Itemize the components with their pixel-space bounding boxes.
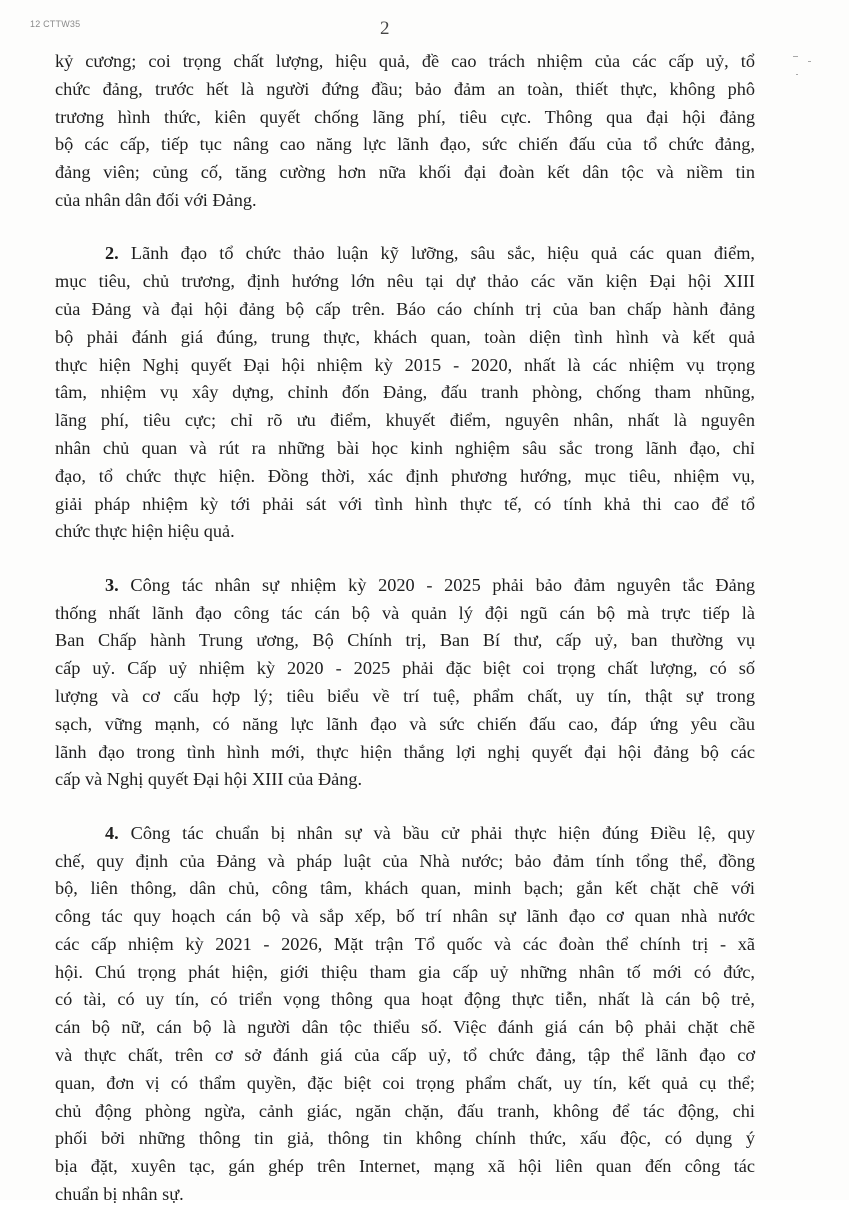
text-line: công tác quy hoạch cán bộ và sắp xếp, bố trí nhân sự lãnh đạo cơ quan nhà nước: [55, 906, 755, 927]
text-line: trương hình thức, kiên quyết chống lãng phí, tiêu cực. Thông qua đại hội đảng: [55, 106, 755, 127]
paragraph-1: [55, 48, 755, 215]
text-line: các cấp nhiệm kỳ 2021 - 2026, Mặt trận Tổ quốc và các đoàn thể chính trị - xã: [55, 933, 755, 954]
text-line: chế, quy định của Đảng và pháp luật của Nhà nước; bảo đảm tính tổng thể, đồng: [55, 850, 755, 871]
text-line: lãnh đạo trong tình hình mới, thực hiện thắng lợi nghị quyết đại hội đảng bộ các: [55, 741, 755, 762]
text-line: quan, đơn vị có thẩm quyền, đặc biệt coi trọng phẩm chất, uy tín, kết quả cụ thể;: [55, 1072, 755, 1093]
paragraph-lead-text: Công tác chuẩn bị nhân sự và bầu cử phải thực hiện đúng Điều lệ, quy: [118, 822, 755, 843]
text-line: thống nhất lãnh đạo công tác cán bộ và quản lý đội ngũ cán bộ mà trực tiếp là: [55, 602, 755, 623]
text-line: và thực chất, trên cơ sở đánh giá của cấp uỷ, tổ chức đảng, tập thể lãnh đạo cơ: [55, 1045, 755, 1066]
paragraph-2: [55, 240, 755, 546]
text-line: hội. Chú trọng phát hiện, giới thiệu tham gia cấp uỷ những nhân tố mới có đức,: [55, 961, 755, 982]
text-line: chuẩn bị nhân sự.: [55, 1184, 184, 1205]
text-line: [55, 572, 755, 600]
text-line: bộ phải đánh giá đúng, trung thực, khách quan, toàn diện tình hình và kết quả: [55, 326, 755, 347]
text-line: chức đảng, trước hết là người đứng đầu; bảo đảm an toàn, thiết thực, không phô: [55, 78, 755, 99]
text-line: [55, 240, 755, 268]
text-line: đảng viên; củng cố, tăng cường hơn nữa khối đại đoàn kết dân tộc và niềm tin: [55, 162, 755, 183]
text-line: bộ, liên thông, dân chủ, công tâm, khách quan, minh bạch; gắn kết chặt chẽ với: [55, 878, 755, 899]
text-line: thực hiện Nghị quyết Đại hội nhiệm kỳ 2015 - 2020, nhất là các nhiệm vụ trọng: [55, 354, 755, 375]
text-line: bộ các cấp, tiếp tục nâng cao năng lực lãnh đạo, sức chiến đấu của tổ chức đảng,: [55, 134, 755, 155]
text-line: đạo, tổ chức thực hiện. Đồng thời, xác định phương hướng, mục tiêu, nhiệm vụ,: [55, 465, 755, 486]
text-line: cấp và Nghị quyết Đại hội XIII của Đảng.: [55, 769, 363, 790]
page-number: 2: [380, 18, 390, 39]
text-line: của nhân dân đối với Đảng.: [55, 189, 257, 210]
text-line: mục tiêu, chủ trương, định hướng lớn nêu tại dự thảo các văn kiện Đại hội XIII: [55, 271, 755, 292]
text-line: nhân chủ quan và rút ra những bài học kinh nghiệm sâu sắc trong lãnh đạo, chỉ: [55, 437, 755, 458]
text-line: phối bởi những thông tin giả, thông tin không chính thức, xấu độc, có dụng ý: [55, 1128, 755, 1149]
text-line: có tài, có uy tín, có triển vọng thông qua hoạt động thực tiễn, nhất là cán bộ trẻ,: [55, 989, 755, 1010]
text-line: chức thực hiện hiệu quả.: [55, 521, 235, 542]
text-line: của Đảng và đại hội đảng bộ cấp trên. Báo cáo chính trị của ban chấp hành đảng: [55, 298, 755, 319]
text-line: [55, 820, 755, 848]
paragraph-lead-text: Công tác nhân sự nhiệm kỳ 2020 - 2025 phải bảo đảm nguyên tắc Đảng: [118, 574, 755, 595]
scan-mark: [793, 56, 798, 57]
paragraph-number: 4.: [105, 822, 119, 843]
paragraph-number: 2.: [105, 243, 119, 264]
text-line: chủ động phòng ngừa, cảnh giác, ngăn chặn, đấu tranh, không để tác động, chi: [55, 1100, 755, 1121]
text-line: cán bộ nữ, cán bộ là người dân tộc thiểu số. Việc đánh giá cán bộ phải chặt chẽ: [55, 1017, 755, 1038]
paragraph-3: [55, 572, 755, 794]
text-line: lãng phí, tiêu cực; chỉ rõ ưu điểm, khuyết điểm, nguyên nhân, nhất là nguyên: [55, 410, 755, 431]
paragraph-number: 3.: [105, 574, 119, 595]
text-line: cấp uỷ. Cấp uỷ nhiệm kỳ 2020 - 2025 phải đặc biệt coi trọng chất lượng, có số: [55, 658, 755, 679]
text-line: bịa đặt, xuyên tạc, gán ghép trên Internet, mạng xã hội liên quan đến công tác: [55, 1156, 755, 1177]
text-line: tâm, nhiệm vụ xây dựng, chỉnh đốn Đảng, đấu tranh phòng, chống tham nhũng,: [55, 382, 755, 403]
text-line: kỷ cương; coi trọng chất lượng, hiệu quả, đề cao trách nhiệm của các cấp uỷ, tổ: [55, 51, 755, 71]
paragraph-lead-text: Lãnh đạo tổ chức thảo luận kỹ lưỡng, sâu sắc, hiệu quả các quan điểm,: [118, 243, 755, 264]
scan-mark: [808, 61, 811, 62]
text-line: giải pháp nhiệm kỳ tới phải sát với tình hình thực tế, có tính khả thi cao để tổ: [55, 493, 755, 514]
text-line: sạch, vững mạnh, có năng lực lãnh đạo và sức chiến đấu cao, đáp ứng yêu cầu: [55, 713, 755, 734]
text-line: lượng và cơ cấu hợp lý; tiêu biểu về trí tuệ, phẩm chất, uy tín, thật sự trong: [55, 685, 755, 706]
text-line: Ban Chấp hành Trung ương, Bộ Chính trị, Ban Bí thư, cấp uỷ, ban thường vụ: [55, 630, 755, 651]
document-body: [55, 48, 755, 1209]
paragraph-4: [55, 820, 755, 1209]
document-code: 12 CTTW35: [30, 19, 81, 29]
scan-mark: [796, 74, 798, 75]
